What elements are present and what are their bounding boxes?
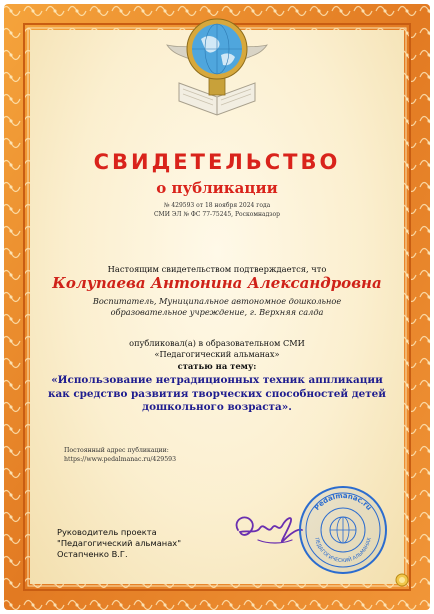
article-title-line: дошкольного возраста». [142, 401, 292, 413]
leader-name: Остапченко В.Г. [57, 549, 128, 559]
leader-project: "Педагогический альманах" [57, 538, 182, 548]
address-label: Постоянный адрес публикации: [64, 447, 169, 454]
leader-role: Руководитель проекта [57, 527, 157, 537]
article-title [0, 374, 434, 415]
official-stamp [297, 484, 389, 576]
globe-book-emblem-icon [165, 5, 269, 125]
author-name: Колупаева Антонина Александровна [52, 274, 382, 292]
article-title-line: как средство развития творческих способностей детей [47, 387, 386, 400]
certificate-number: № 429593 от 18 ноября 2024 года [163, 202, 271, 209]
confirm-text: Настоящим свидетельством подтверждается, что [107, 264, 327, 274]
hologram-seal-icon [395, 573, 409, 587]
certificate-title: СВИДЕТЕЛЬСТВО [93, 150, 341, 174]
article-title-line: «Использование нетрадиционных техник аппликации [51, 374, 383, 386]
certificate-subtitle: о публикации [156, 179, 278, 197]
address-link[interactable]: https://www.pedalmanac.ru/429593 [64, 456, 177, 463]
media-name: «Педагогический альманах» [154, 349, 280, 359]
author-position-line1: Воспитатель, Муниципальное автономное дошкольное [92, 296, 342, 306]
article-label: статью на тему: [177, 361, 257, 371]
stamp-ring-text: Pedalmanac.ru [312, 491, 374, 512]
signature-icon [228, 500, 308, 556]
media-license: СМИ ЭЛ № ФС 77-75245, Роскомнадзор [153, 211, 281, 218]
author-position-line2: образовательное учреждение, г. Верхняя салда [110, 307, 324, 317]
published-text: опубликовал(а) в образовательном СМИ [129, 338, 305, 348]
stamp-inner-text: ПЕДАГОГИЧЕСКИЙ АЛЬМАНАХ [313, 537, 373, 565]
